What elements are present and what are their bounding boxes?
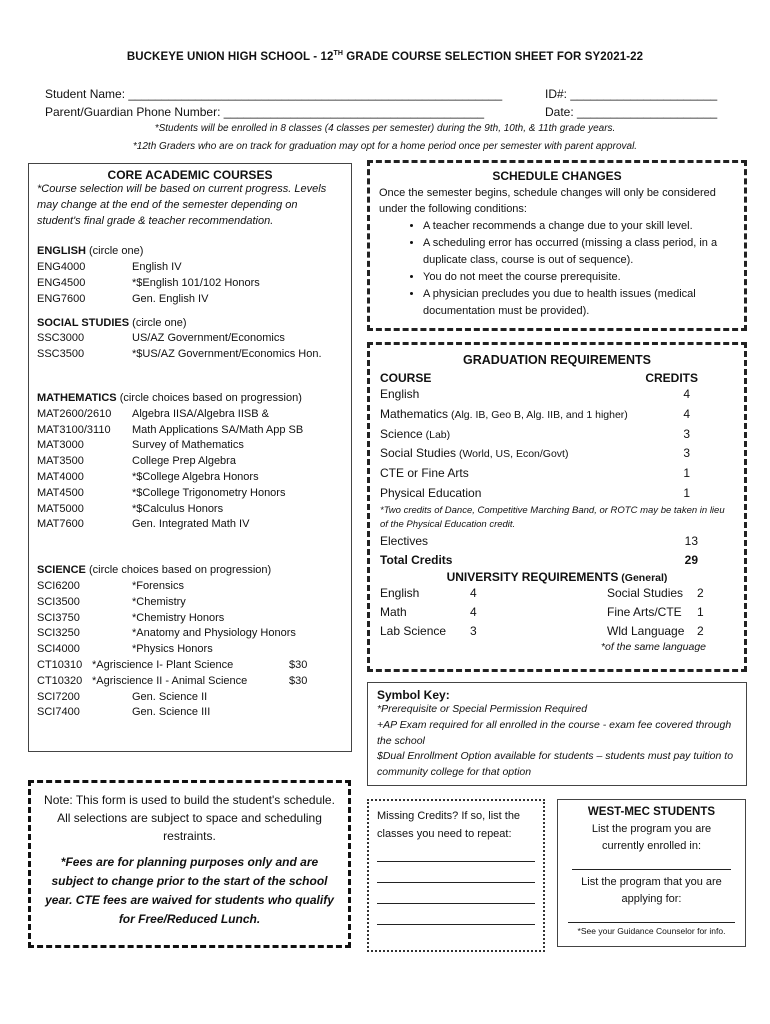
section-heading (37, 391, 343, 407)
schedule-conditions (379, 218, 735, 320)
grad-row (380, 444, 734, 464)
course-name: Math Applications SA/Math App SB (132, 423, 304, 436)
section-title: SCIENCE (37, 564, 86, 577)
course-fee: $30 (289, 658, 308, 671)
west-mec-heading: WEST-MEC STUDENTS (587, 806, 716, 818)
course-name: *Anatomy and Physiology Honors (132, 627, 296, 640)
univ-cell: 2 (697, 623, 704, 638)
course-row[interactable] (37, 347, 343, 363)
course-row[interactable] (37, 595, 343, 611)
grad-row (380, 385, 734, 405)
course-name: *Chemistry Honors (132, 611, 225, 624)
course-code: SSC3000 (37, 332, 85, 345)
course-row[interactable] (37, 674, 343, 690)
parent-phone-field[interactable]: Parent/Guardian Phone Number: _______________________________________ (45, 105, 485, 119)
course-row[interactable] (37, 690, 343, 706)
univ-cell: 3 (470, 623, 477, 638)
enrolled-program-label: List the program you are currently enrolled in: (591, 823, 712, 852)
course-code: ENG4500 (37, 276, 86, 289)
core-note: *Course selection will be based on current progress. Levels may change at the end of the semester depending on student's final grade & teacher recommendation. (37, 183, 327, 227)
grad-course-name: Mathematics (380, 406, 449, 421)
univ-cell: 2 (697, 585, 704, 600)
grad-credits: 4 (683, 387, 690, 401)
section-heading (37, 563, 343, 579)
missing-line-4[interactable] (377, 904, 535, 925)
grad-course-name: Social Studies (380, 446, 457, 461)
col-credits: CREDITS (645, 371, 698, 385)
grad-course-name: English (380, 387, 420, 401)
univ-row (380, 603, 734, 622)
grad-credits: 3 (683, 446, 690, 461)
univ-cell: Wld Language (607, 623, 685, 638)
course-name: *Forensics (132, 579, 184, 592)
section-sub: (circle one) (129, 316, 187, 329)
schedule-changes-box (367, 160, 747, 331)
grad-course-name: Science (380, 426, 423, 441)
grad-row (380, 425, 734, 445)
section-heading (37, 316, 343, 332)
course-code: CT10320 (37, 674, 83, 687)
course-name: Gen. Integrated Math IV (132, 518, 250, 531)
missing-line-2[interactable] (377, 862, 535, 883)
note-box (28, 780, 351, 948)
course-section (37, 244, 343, 307)
grad-credits: 1 (683, 466, 690, 481)
symbol-item: $Dual Enrollment Option available for students – students must pay tuition to community college for that option (377, 750, 734, 779)
symbol-item: +AP Exam required for all enrolled in the course - exam fee covered through the school (377, 718, 732, 747)
course-code: SCI3500 (37, 595, 80, 608)
course-name: *$College Algebra Honors (132, 470, 259, 483)
grad-credits: 4 (683, 406, 690, 421)
course-row[interactable] (37, 579, 343, 595)
grad-course-detail: (Lab) (422, 428, 451, 441)
grad-course-detail: (World, US, Econ/Govt) (456, 448, 569, 461)
section-sub: (circle choices based on progression) (85, 564, 272, 577)
course-row[interactable] (37, 611, 343, 627)
grad-credits: 1 (683, 485, 690, 500)
grad-row (380, 464, 734, 484)
section-title: MATHEMATICS (37, 391, 117, 404)
symbol-items (377, 702, 737, 781)
univ-row (380, 584, 734, 603)
grad-credits: 3 (683, 426, 690, 441)
course-code: MAT2600/2610 (37, 407, 112, 420)
univ-cell: Math (380, 604, 407, 619)
course-section (37, 563, 343, 721)
grad-course (380, 444, 568, 464)
course-code: MAT7600 (37, 518, 84, 531)
course-fee: $30 (289, 674, 308, 687)
course-code: SCI4000 (37, 643, 80, 656)
grad-course-name: Physical Education (380, 485, 482, 500)
missing-line-3[interactable] (377, 883, 535, 904)
course-code: SCI6200 (37, 579, 80, 592)
course-name: US/AZ Government/Economics (132, 332, 285, 345)
missing-line-1[interactable] (377, 845, 535, 862)
course-name: *Physics Honors (132, 643, 213, 656)
course-code: MAT5000 (37, 502, 84, 515)
course-name: English IV (132, 261, 182, 274)
applying-program-field[interactable] (568, 908, 735, 923)
course-code: SCI3250 (37, 627, 80, 640)
grad-course (380, 385, 419, 405)
course-row[interactable] (37, 705, 343, 721)
counselor-note: *See your Guidance Counselor for info. (577, 926, 726, 936)
section-heading (37, 244, 343, 260)
course-row[interactable] (37, 517, 343, 533)
schedule-condition: • You do not meet the course prerequisite. (423, 269, 735, 286)
univ-note: *of the same language (600, 640, 706, 653)
course-row[interactable] (37, 642, 343, 658)
course-row[interactable] (37, 438, 343, 454)
missing-credits-text: Missing Credits? If so, list the classes you need to repeat: (377, 810, 521, 840)
total-row (380, 551, 734, 570)
course-name: *$Calculus Honors (132, 502, 224, 515)
missing-credits-box (367, 799, 545, 952)
course-code: SSC3500 (37, 348, 85, 361)
grad-col-headers (380, 371, 734, 385)
core-courses-box (28, 163, 352, 752)
univ-heading: UNIVERSITY REQUIREMENTS (General) (446, 569, 668, 584)
univ-rows (380, 584, 734, 641)
home-period-note: *12th Graders who are on track for graduation may opt for a home period once per semester with parent approval. (132, 141, 638, 152)
grad-course (380, 464, 469, 484)
applying-program-label: List the program that you are applying for: (581, 876, 722, 905)
date-field[interactable]: Date: _____________________ (545, 105, 718, 119)
id-field[interactable]: ID#: ______________________ (545, 87, 718, 101)
enrollment-note: *Students will be enrolled in 8 classes (4 classes per semester) during the 9th, 10th, & 11th grade years. (154, 123, 616, 134)
course-code: CT10310 (37, 658, 83, 671)
course-code: MAT3100/3110 (37, 423, 111, 436)
course-code: MAT3500 (37, 455, 84, 468)
univ-cell: Lab Science (380, 623, 447, 638)
course-name: *$College Trigonometry Honors (132, 486, 286, 499)
student-name-field[interactable]: Student Name: ________________________________________________________ (45, 87, 503, 101)
section-title: ENGLISH (37, 245, 86, 258)
course-row[interactable] (37, 423, 343, 439)
symbol-key-box (367, 682, 747, 786)
univ-cell: Fine Arts/CTE (607, 604, 682, 619)
course-row[interactable] (37, 454, 343, 470)
course-name: *Chemistry (132, 595, 186, 608)
univ-row (380, 622, 734, 641)
schedule-condition: • A physician precludes you due to health issues (medical documentation must be provided). (423, 286, 735, 320)
course-code: SCI7400 (37, 706, 80, 719)
course-name: *Agriscience II - Animal Science (92, 674, 248, 687)
course-code: ENG7600 (37, 292, 86, 305)
schedule-condition: • A teacher recommends a change due to your skill level. (423, 218, 735, 235)
section-sub: (circle one) (85, 245, 144, 258)
course-code: ENG4000 (37, 261, 86, 274)
course-row[interactable] (37, 470, 343, 486)
grad-course-detail: (Alg. IB, Geo B, Alg. IIB, and 1 higher) (448, 408, 628, 421)
course-row[interactable] (37, 292, 343, 308)
course-name: Gen. Science III (132, 706, 211, 719)
total-label: Total Credits (380, 552, 453, 567)
course-section (37, 316, 343, 363)
electives-value: 13 (684, 533, 698, 548)
course-row[interactable] (37, 276, 343, 292)
west-mec-box (557, 799, 746, 947)
pe-note: *Two credits of Dance, Competitive Marching Band, or ROTC may be taken in lieu of the Physical Education credit. (380, 504, 725, 530)
grad-course (380, 484, 481, 504)
total-value: 29 (684, 552, 698, 567)
grad-heading: GRADUATION REQUIREMENTS (463, 353, 651, 367)
schedule-intro: Once the semester begins, schedule changes will only be considered under the following conditions: (379, 187, 716, 215)
col-course: COURSE (380, 371, 432, 385)
course-code: MAT3000 (37, 439, 84, 452)
univ-cell: 1 (697, 604, 704, 619)
section-sub: (circle choices based on progression) (116, 391, 302, 404)
course-row[interactable] (37, 260, 343, 276)
electives-row (380, 532, 734, 551)
electives-label: Electives (380, 533, 429, 548)
course-section (37, 391, 343, 533)
univ-cell: 4 (470, 604, 477, 619)
grad-course (380, 405, 628, 425)
course-name: *$English 101/102 Honors (132, 276, 260, 289)
course-row[interactable] (37, 502, 343, 518)
grad-row (380, 405, 734, 425)
course-row[interactable] (37, 658, 343, 674)
form-note: Note: This form is used to build the student's schedule. All selections are subject to space and scheduling restraints. (44, 793, 335, 843)
section-title: SOCIAL STUDIES (37, 316, 130, 329)
course-name: Algebra IISA/Algebra IISB & (132, 407, 269, 420)
course-name: *$US/AZ Government/Economics Hon. (132, 348, 322, 361)
course-name: Survey of Mathematics (132, 439, 244, 452)
grad-rows (380, 385, 734, 504)
univ-cell: English (380, 585, 420, 600)
course-row[interactable] (37, 626, 343, 642)
fees-note: *Fees are for planning purposes only and are subject to change prior to the start of the school year. CTE fees are waived for students who qualify for Free/Reduced Lunch. (45, 855, 334, 926)
core-heading: CORE ACADEMIC COURSES (107, 168, 273, 182)
graduation-box (367, 342, 747, 672)
grad-course-name: CTE or Fine Arts (380, 466, 469, 481)
grad-course (380, 425, 450, 445)
course-code: MAT4000 (37, 470, 84, 483)
page-title: BUCKEYE UNION HIGH SCHOOL - 12TH GRADE COURSE SELECTION SHEET FOR SY2021-22 (126, 50, 644, 63)
course-row[interactable] (37, 331, 343, 347)
course-row[interactable] (37, 407, 343, 423)
schedule-condition: • A scheduling error has occurred (missing a class period, in a duplicate class, course is out of sequence). (423, 235, 735, 269)
course-code: SCI3750 (37, 611, 80, 624)
course-name: Gen. Science II (132, 690, 208, 703)
course-code: SCI7200 (37, 690, 80, 703)
univ-cell: 4 (470, 585, 477, 600)
course-row[interactable] (37, 486, 343, 502)
grad-row (380, 484, 734, 504)
course-name: College Prep Algebra (132, 455, 236, 468)
course-name: *Agriscience I- Plant Science (92, 658, 234, 671)
course-code: MAT4500 (37, 486, 84, 499)
course-name: Gen. English IV (132, 292, 209, 305)
core-sections (37, 244, 343, 721)
univ-cell: Social Studies (607, 585, 684, 600)
schedule-heading: SCHEDULE CHANGES (492, 169, 622, 183)
enrolled-program-field[interactable] (572, 855, 731, 870)
symbol-item: *Prerequisite or Special Permission Required (377, 703, 588, 715)
symbol-heading: Symbol Key: (377, 688, 450, 702)
